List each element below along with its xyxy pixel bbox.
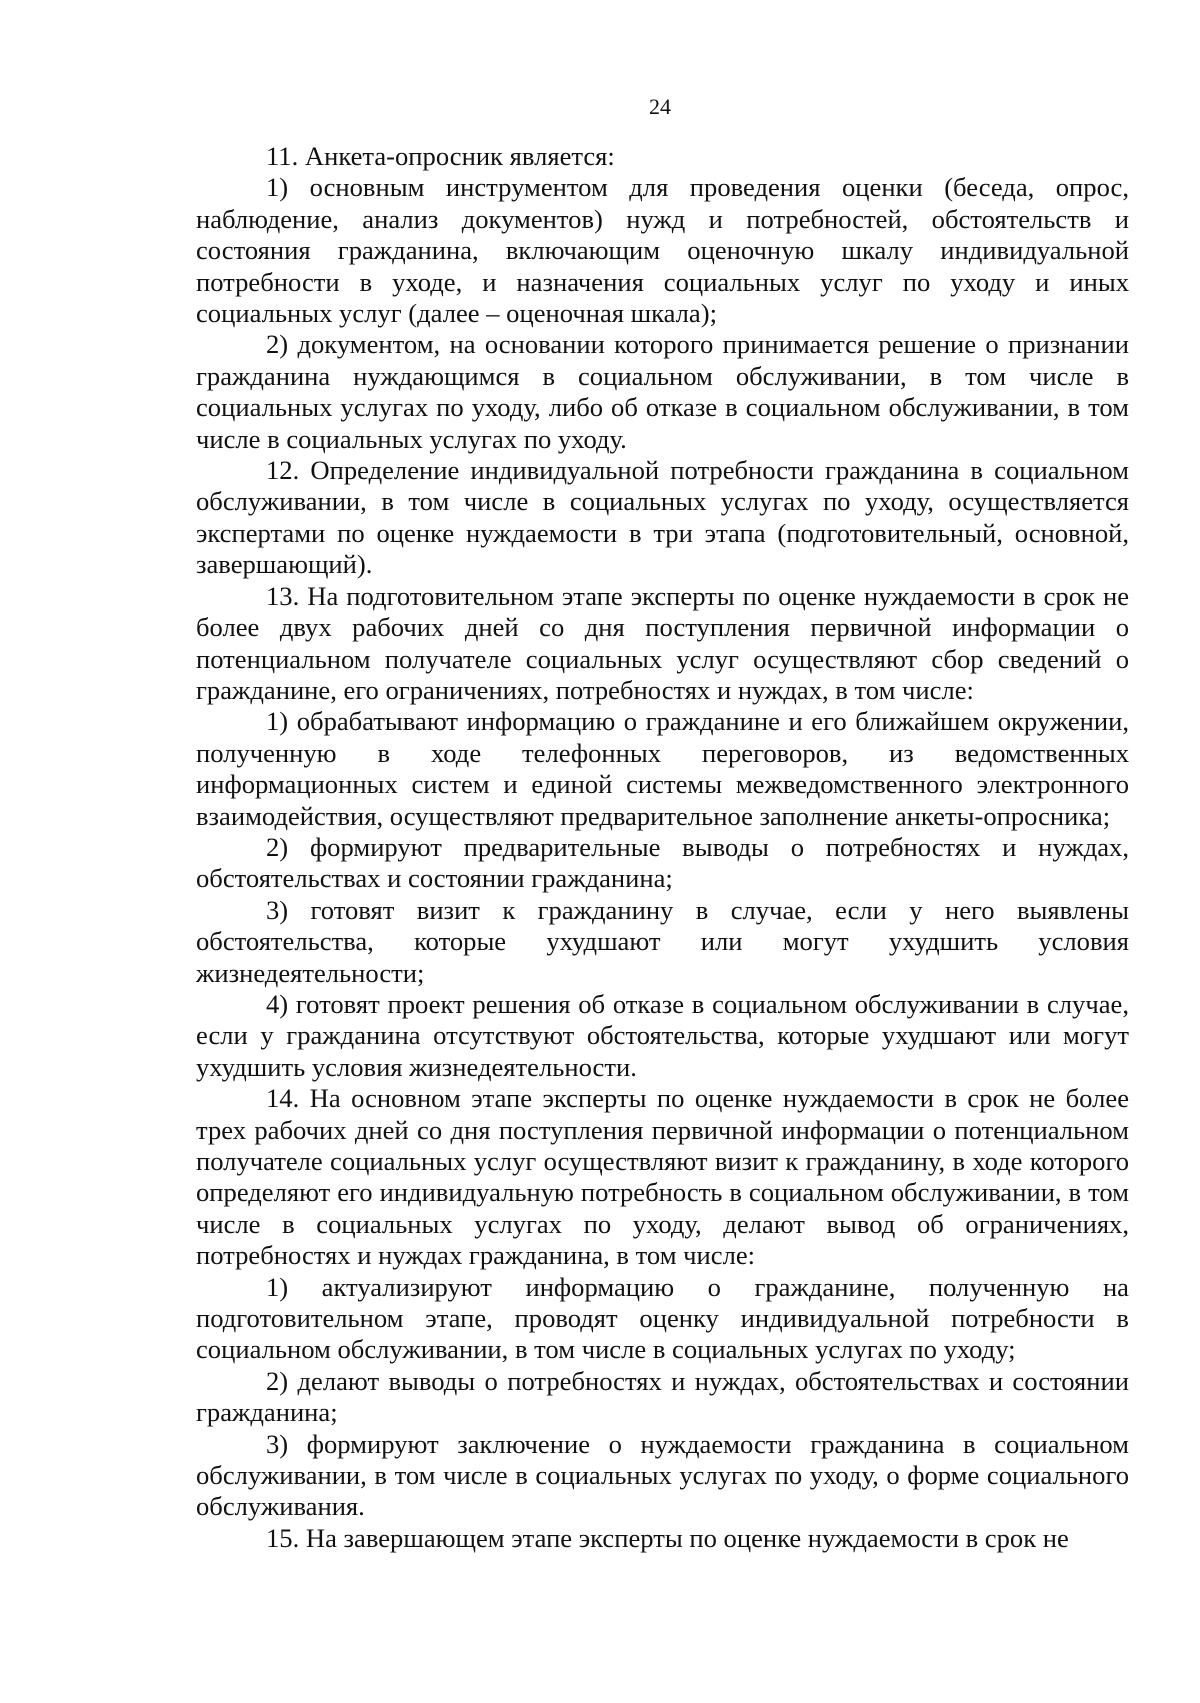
paragraph-14-item-2: 2) делают выводы о потребностях и нуждах, обстоятельствах и состоянии гражданина; xyxy=(196,1365,1129,1428)
paragraph-12: 12. Определение индивидуальной потребности гражданина в социальном обслуживании, в том числе в социальных услугах по уходу, осуществляется экспертами по оценке нуждаемости в три этапа (подготовительный, основной, завершающий). xyxy=(196,455,1129,580)
paragraph-11-item-2: 2) документом, на основании которого принимается решение о признании гражданина нуждающимся в социальном обслуживании, в том числе в социальных услугах по уходу, либо об отказе в социальном обслуживании, в том числе в социальных услугах по уходу. xyxy=(196,329,1129,454)
paragraph-13-item-3: 3) готовят визит к гражданину в случае, если у него выявлены обстоятельства, которые ухудшают или могут ухудшить условия жизнедеятельности; xyxy=(196,894,1129,988)
paragraph-15: 15. На завершающем этапе эксперты по оценке нуждаемости в срок не xyxy=(266,1522,1069,1553)
paragraph-14: 14. На основном этапе эксперты по оценке нуждаемости в срок не более трех рабочих дней со дня поступления первичной информации о потенциальном получателе социальных услуг осуществляют визит к гражданину, в ходе которого определяют его индивидуальную потребность в социальном обслуживании, в том числе в социальных услугах по уходу, делают вывод об ограничениях, потребностях и нуждах гражданина, в том числе: xyxy=(196,1083,1129,1271)
paragraph-11-item-1: 1) основным инструментом для проведения оценки (беседа, опрос, наблюдение, анализ документов) нужд и потребностей, обстоятельств и состояния гражданина, включающим оценочную шкалу индивидуальной потребности в уходе, и назначения социальных услуг по уходу и иных социальных услуг (далее – оценочная шкала); xyxy=(196,172,1129,329)
paragraph-11-heading: 11. Анкета-опросник является: xyxy=(266,141,615,171)
paragraph-13-item-1: 1) обрабатывают информацию о гражданине и его ближайшем окружении, полученную в ходе телефонных переговоров, из ведомственных информационных систем и единой системы межведомственного электронного взаимодействия, осуществляют предварительное заполнение анкеты-опросника; xyxy=(196,706,1129,831)
paragraph-13: 13. На подготовительном этапе эксперты по оценке нуждаемости в срок не более двух рабочих дней со дня поступления первичной информации о потенциальном получателе социальных услуг осуществляют сбор сведений о гражданине, его ограничениях, потребностях и нуждах, в том числе: xyxy=(196,580,1129,705)
document-body xyxy=(196,141,1129,1554)
paragraph-13-item-4: 4) готовят проект решения об отказе в социальном обслуживании в случае, если у гражданина отсутствуют обстоятельства, которые ухудшают или могут ухудшить условия жизнедеятельности. xyxy=(196,988,1129,1082)
paragraph-14-item-3: 3) формируют заключение о нуждаемости гражданина в социальном обслуживании, в том числе в социальных услугах по уходу, о форме социального обслуживания. xyxy=(196,1428,1129,1522)
page-number: 24 xyxy=(649,94,671,119)
paragraph-13-item-2: 2) формируют предварительные выводы о потребностях и нуждах, обстоятельствах и состоянии гражданина; xyxy=(196,831,1129,894)
paragraph-14-item-1: 1) актуализируют информацию о гражданине, полученную на подготовительном этапе, проводят оценку индивидуальной потребности в социальном обслуживании, в том числе в социальных услугах по уходу; xyxy=(196,1271,1129,1365)
